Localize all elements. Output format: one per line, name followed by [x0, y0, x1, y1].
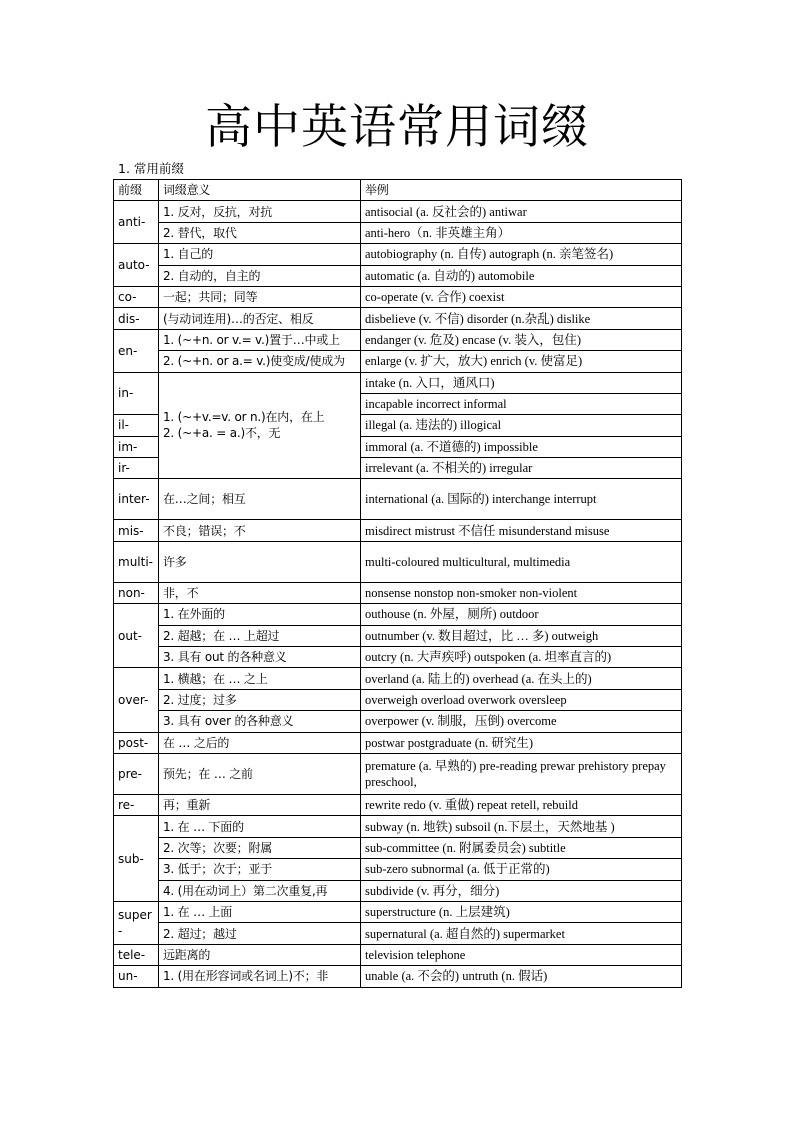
meaning-cell: 2. 过度；过多 — [159, 689, 361, 710]
example-cell: nonsense nonstop non-smoker non-violent — [361, 582, 682, 603]
table-row — [114, 520, 682, 541]
prefix-cell: tele- — [114, 944, 159, 965]
prefix-cell: il- — [114, 415, 159, 436]
prefix-cell: mis- — [114, 520, 159, 541]
prefix-cell: pre- — [114, 753, 159, 794]
example-cell: irrelevant (a. 不相关的) irregular — [361, 458, 682, 479]
meaning-cell: 3. 低于；次于；亚于 — [159, 859, 361, 880]
meaning-cell: 2. 自动的，自主的 — [159, 265, 361, 286]
example-cell: misdirect mistrust 不信任 misunderstand misuse — [361, 520, 682, 541]
example-cell: enlarge (v. 扩大，放大) enrich (v. 使富足) — [361, 351, 682, 372]
meaning-cell — [159, 372, 361, 479]
example-cell: automatic (a. 自动的) automobile — [361, 265, 682, 286]
table-row — [114, 880, 682, 901]
meaning-cell: 2. (~+n. or a.= v.)使变成/使成为 — [159, 351, 361, 372]
table-row — [114, 308, 682, 329]
example-cell: outhouse (n. 外屋，厕所) outdoor — [361, 604, 682, 625]
prefix-cell: super- — [114, 901, 159, 944]
prefix-cell: inter- — [114, 479, 159, 520]
meaning-cell: 2. 次等；次要；附属 — [159, 837, 361, 858]
meaning-cell: 再；重新 — [159, 794, 361, 815]
meaning-cell: 1. 自己的 — [159, 244, 361, 265]
meaning-cell: 2. 超过；越过 — [159, 923, 361, 944]
table-header-row — [114, 180, 682, 201]
prefix-cell: auto- — [114, 244, 159, 287]
table-row — [114, 689, 682, 710]
example-cell: overpower (v. 制服，压倒) overcome — [361, 711, 682, 732]
example-cell: unable (a. 不会的) untruth (n. 假话) — [361, 966, 682, 987]
prefix-cell: re- — [114, 794, 159, 815]
meaning-cell: 2. 超越；在 … 上超过 — [159, 625, 361, 646]
table-row — [114, 794, 682, 815]
header-prefix: 前缀 — [114, 180, 159, 201]
table-row — [114, 901, 682, 922]
table-row — [114, 372, 682, 393]
prefix-cell: non- — [114, 582, 159, 603]
meaning-cell: 1. 在 … 下面的 — [159, 816, 361, 837]
table-row — [114, 582, 682, 603]
table-row — [114, 753, 682, 794]
example-cell: superstructure (n. 上层建筑) — [361, 901, 682, 922]
prefix-cell: in- — [114, 372, 159, 415]
example-cell: television telephone — [361, 944, 682, 965]
example-cell: outnumber (v. 数目超过，比 … 多) outweigh — [361, 625, 682, 646]
table-row — [114, 604, 682, 625]
meaning-cell: 1. 在 … 上面 — [159, 901, 361, 922]
meaning-line: 1. (~+v.=v. or n.)在内，在上 — [163, 410, 325, 425]
table-row — [114, 541, 682, 582]
table-row — [114, 479, 682, 520]
example-cell: intake (n. 入口，通风口) — [361, 372, 682, 393]
example-cell: premature (a. 早熟的) pre-reading prewar prehistory prepay preschool, — [361, 753, 682, 794]
meaning-cell: 1. 反对，反抗，对抗 — [159, 201, 361, 222]
example-cell: subdivide (v. 再分，细分) — [361, 880, 682, 901]
example-cell: autobiography (n. 自传) autograph (n. 亲笔签名) — [361, 244, 682, 265]
prefix-cell: post- — [114, 732, 159, 753]
table-row — [114, 201, 682, 222]
prefix-cell: un- — [114, 966, 159, 987]
example-cell: sub-zero subnormal (a. 低于正常的) — [361, 859, 682, 880]
prefix-cell: out- — [114, 604, 159, 668]
table-row — [114, 668, 682, 689]
meaning-cell: 3. 具有 out 的各种意义 — [159, 647, 361, 668]
prefix-cell: multi- — [114, 541, 159, 582]
example-cell: subway (n. 地铁) subsoil (n.下层土，天然地基 ) — [361, 816, 682, 837]
meaning-cell: 在…之间；相互 — [159, 479, 361, 520]
example-cell: anti-hero（n. 非英雄主角） — [361, 222, 682, 243]
table-row — [114, 837, 682, 858]
prefix-cell: sub- — [114, 816, 159, 902]
example-cell: outcry (n. 大声疾呼) outspoken (a. 坦率直言的) — [361, 647, 682, 668]
prefix-cell: im- — [114, 436, 159, 457]
meaning-cell: 1. (~+n. or v.= v.)置于…中或上 — [159, 329, 361, 350]
meaning-cell: (与动词连用)…的否定、相反 — [159, 308, 361, 329]
table-row — [114, 351, 682, 372]
meaning-cell: 3. 具有 over 的各种意义 — [159, 711, 361, 732]
table-row — [114, 222, 682, 243]
example-cell: supernatural (a. 超自然的) supermarket — [361, 923, 682, 944]
meaning-cell: 在 … 之后的 — [159, 732, 361, 753]
table-row — [114, 711, 682, 732]
table-row — [114, 966, 682, 987]
prefix-table — [113, 179, 682, 988]
example-cell: disbelieve (v. 不信) disorder (n.杂乱) dislike — [361, 308, 682, 329]
meaning-cell: 一起；共同；同等 — [159, 286, 361, 307]
meaning-cell: 4. (用在动词上）第二次重复,再 — [159, 880, 361, 901]
example-cell: rewrite redo (v. 重做) repeat retell, rebuild — [361, 794, 682, 815]
table-row — [114, 244, 682, 265]
prefix-cell: dis- — [114, 308, 159, 329]
example-cell: overweigh overload overwork oversleep — [361, 689, 682, 710]
prefix-cell: en- — [114, 329, 159, 372]
prefix-cell: over- — [114, 668, 159, 732]
table-row — [114, 647, 682, 668]
meaning-cell: 不良；错误；不 — [159, 520, 361, 541]
example-cell: multi-coloured multicultural, multimedia — [361, 541, 682, 582]
prefix-cell: co- — [114, 286, 159, 307]
prefix-cell: ir- — [114, 458, 159, 479]
table-row — [114, 944, 682, 965]
meaning-cell: 1. 横越；在 … 之上 — [159, 668, 361, 689]
table-row — [114, 286, 682, 307]
example-cell: co-operate (v. 合作) coexist — [361, 286, 682, 307]
table-row — [114, 265, 682, 286]
meaning-cell: 2. 替代，取代 — [159, 222, 361, 243]
meaning-line: 2. (~+a. = a.)不，无 — [163, 426, 281, 441]
table-row — [114, 923, 682, 944]
table-row — [114, 625, 682, 646]
example-cell: immoral (a. 不道德的) impossible — [361, 436, 682, 457]
header-meaning: 词缀意义 — [159, 180, 361, 201]
meaning-cell: 远距离的 — [159, 944, 361, 965]
page-title: 高中英语常用词缀 — [205, 100, 589, 155]
example-cell: postwar postgraduate (n. 研究生) — [361, 732, 682, 753]
meaning-cell: 预先；在 … 之前 — [159, 753, 361, 794]
example-cell: endanger (v. 危及) encase (v. 装入，包住) — [361, 329, 682, 350]
header-example: 举例 — [361, 180, 682, 201]
example-cell: illegal (a. 违法的) illogical — [361, 415, 682, 436]
example-cell: overland (a. 陆上的) overhead (a. 在头上的) — [361, 668, 682, 689]
meaning-cell: 许多 — [159, 541, 361, 582]
meaning-cell: 1. 在外面的 — [159, 604, 361, 625]
prefix-cell: anti- — [114, 201, 159, 244]
section-heading: 1. 常用前缀 — [118, 161, 184, 176]
example-cell: incapable incorrect informal — [361, 393, 682, 414]
table-row — [114, 816, 682, 837]
example-cell: international (a. 国际的) interchange interrupt — [361, 479, 682, 520]
example-cell: sub-committee (n. 附属委员会) subtitle — [361, 837, 682, 858]
meaning-cell: 1. (用在形容词或名词上)不；非 — [159, 966, 361, 987]
table-row — [114, 329, 682, 350]
table-row — [114, 859, 682, 880]
example-cell: antisocial (a. 反社会的) antiwar — [361, 201, 682, 222]
meaning-cell: 非，不 — [159, 582, 361, 603]
table-row — [114, 732, 682, 753]
